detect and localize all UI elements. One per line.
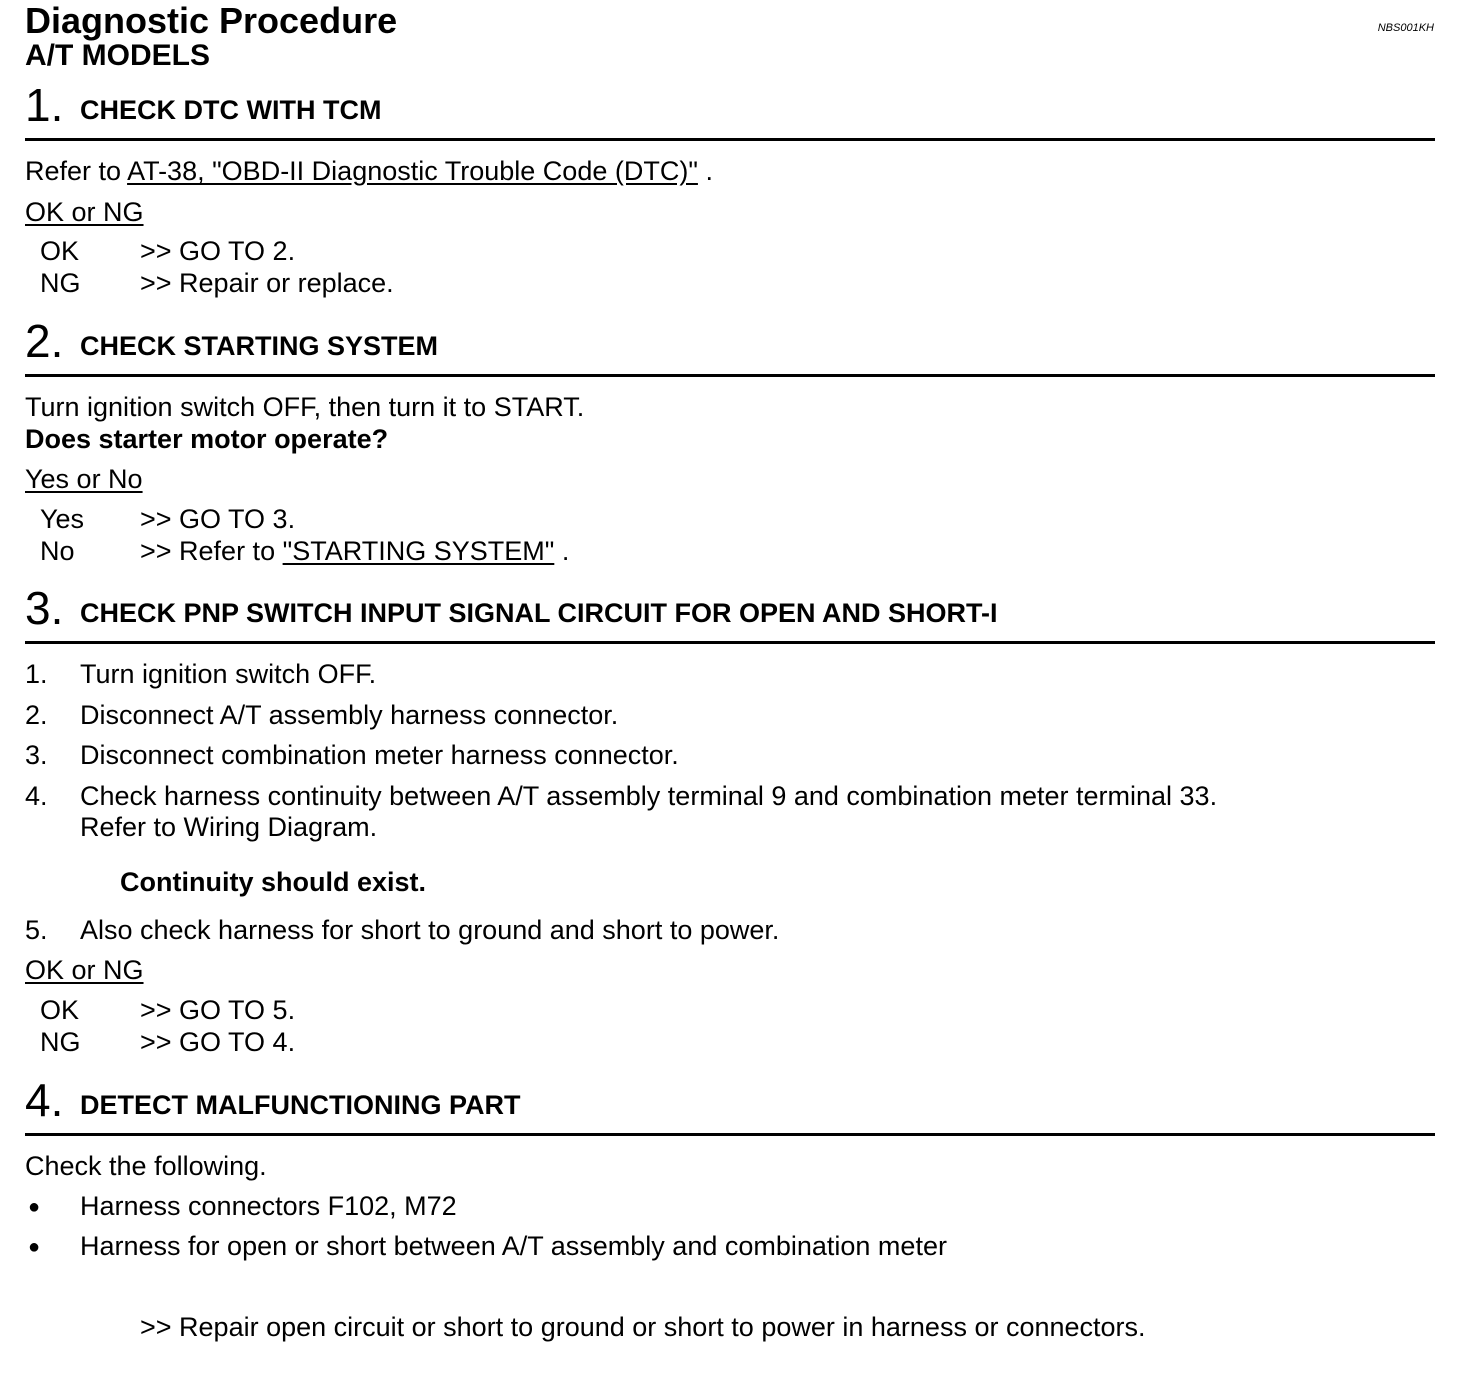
bullet-icon: ● xyxy=(28,1236,41,1258)
step-3-result-action: >> GO TO 5. xyxy=(140,995,296,1025)
step-1-result-key: NG xyxy=(40,268,81,298)
final-action: >> Repair open circuit or short to ground or short to power in harness or connectors. xyxy=(140,1312,1146,1342)
step-2-result-label: Yes or No xyxy=(25,464,143,494)
step-2-result-key: Yes xyxy=(40,504,85,534)
list-item-number: 5. xyxy=(25,915,48,945)
step-3-title: CHECK PNP SWITCH INPUT SIGNAL CIRCUIT FOR OPEN AND SHORT-I xyxy=(80,598,998,628)
list-item: Disconnect A/T assembly harness connector. xyxy=(80,700,619,730)
page-subtitle: A/T MODELS xyxy=(25,39,210,72)
step-4-intro: Check the following. xyxy=(25,1151,267,1181)
list-item: Turn ignition switch OFF. xyxy=(80,659,377,689)
step-1-divider xyxy=(25,138,1435,141)
step-1-result-action: >> Repair or replace. xyxy=(140,268,394,298)
list-item-number: 3. xyxy=(25,740,48,770)
bullet-icon: ● xyxy=(28,1196,41,1218)
step-1-title: CHECK DTC WITH TCM xyxy=(80,95,382,125)
step-2-result-action: >> GO TO 3. xyxy=(140,504,296,534)
list-item: Disconnect combination meter harness connector. xyxy=(80,740,679,770)
step-3-result-key: OK xyxy=(40,995,80,1025)
step-1-result-key: OK xyxy=(40,236,80,266)
action-prefix: >> Refer to xyxy=(140,536,276,566)
step-2-number: 2. xyxy=(25,315,64,367)
step-2-instruction: Turn ignition switch OFF, then turn it to START. xyxy=(25,392,585,422)
step-2-result-action xyxy=(140,535,569,567)
step-1-number: 1. xyxy=(25,79,64,131)
step-3-result-label: OK or NG xyxy=(25,955,144,985)
step-2-result-key: No xyxy=(40,536,75,566)
bullet-item: Harness for open or short between A/T assembly and combination meter xyxy=(80,1231,947,1261)
step-4-divider xyxy=(25,1133,1435,1136)
step-2-divider xyxy=(25,374,1435,377)
bullet-item: Harness connectors F102, M72 xyxy=(80,1191,457,1221)
dtc-reference-link[interactable]: AT-38, "OBD-II Diagnostic Trouble Code (DTC)" xyxy=(127,156,698,186)
action-suffix: . xyxy=(561,536,570,566)
refer-suffix: . xyxy=(705,156,713,186)
step-1-reference xyxy=(25,155,713,187)
step-3-result-key: NG xyxy=(40,1027,81,1057)
step-3-number: 3. xyxy=(25,582,64,634)
page-title: Diagnostic Procedure xyxy=(25,0,398,41)
step-3-divider xyxy=(25,641,1435,644)
list-item: Also check harness for short to ground and short to power. xyxy=(80,915,780,945)
list-item-number: 1. xyxy=(25,659,48,689)
refer-prefix: Refer to xyxy=(25,156,122,186)
specification: Continuity should exist. xyxy=(120,867,427,897)
starting-system-link[interactable]: "STARTING SYSTEM" xyxy=(282,536,555,566)
step-4-number: 4. xyxy=(25,1074,64,1126)
step-2-title: CHECK STARTING SYSTEM xyxy=(80,331,439,361)
step-2-question: Does starter motor operate? xyxy=(25,424,389,454)
list-item-continuation: Refer to Wiring Diagram. xyxy=(80,812,378,842)
step-4-title: DETECT MALFUNCTIONING PART xyxy=(80,1090,521,1120)
step-3-result-action: >> GO TO 4. xyxy=(140,1027,296,1057)
list-item: Check harness continuity between A/T assembly terminal 9 and combination meter terminal 33. xyxy=(80,781,1218,811)
step-1-result-action: >> GO TO 2. xyxy=(140,236,296,266)
list-item-number: 2. xyxy=(25,700,48,730)
step-1-result-label: OK or NG xyxy=(25,197,144,227)
list-item-number: 4. xyxy=(25,781,48,811)
document-id: NBS001KH xyxy=(1377,22,1434,34)
